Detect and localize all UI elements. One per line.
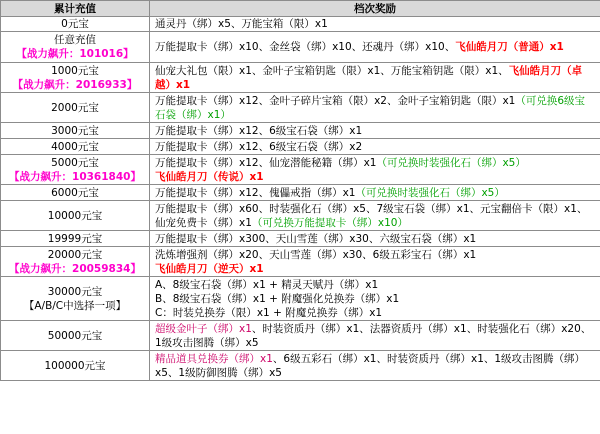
table-row — [1, 231, 600, 247]
exchange-note: （可兑换时装强化石（绑）x5） — [376, 156, 526, 169]
reward-text: 1级攻击图腾（绑）x5 — [155, 336, 259, 349]
reward-text: B、8级宝石袋（绑）x1 + 附魔强化兑换券（绑）x1 — [155, 292, 400, 305]
reward-line — [155, 17, 595, 31]
header-reward: 档次奖励 — [150, 1, 600, 17]
amount-cell — [1, 247, 150, 277]
reward-cell — [150, 321, 600, 351]
exchange-note: （可兑换6级宝 — [515, 94, 586, 107]
amount-label: 任意充值 — [54, 34, 96, 46]
amount-label: 5000元宝 — [51, 156, 99, 169]
amount-cell — [1, 32, 150, 63]
reward-cell — [150, 17, 600, 32]
reward-cell — [150, 32, 600, 63]
amount-cell — [1, 123, 150, 139]
exchange-note: 石袋（绑）x1） — [155, 108, 231, 121]
power-boost-label: 【战力飙升：10361840】 — [9, 170, 141, 183]
reward-text: 仙宠大礼包（限）x1、金叶子宝箱钥匙（限）x1、万能宝箱钥匙（限）x1、 — [155, 64, 509, 77]
reward-rows — [1, 17, 600, 381]
reward-cell — [150, 123, 600, 139]
header-row — [1, 1, 600, 17]
reward-text: 万能提取卡（绑）x60、时装强化石（绑）x5、7级宝石袋（绑）x1、元宝翻倍卡（限）x1、 — [155, 202, 588, 215]
reward-text: 洗炼增强剂（绑）x20、天山雪莲（绑）x30、6级五彩宝石（绑）x1 — [155, 248, 477, 261]
table-row — [1, 277, 600, 321]
table-row — [1, 321, 600, 351]
reward-line — [155, 232, 595, 246]
table-row — [1, 63, 600, 93]
reward-cell — [150, 351, 600, 381]
table-row — [1, 93, 600, 123]
amount-cell — [1, 185, 150, 201]
reward-line — [155, 140, 595, 154]
reward-cell — [150, 247, 600, 277]
reward-line — [155, 336, 595, 350]
amount-cell — [1, 351, 150, 381]
amount-label: 19999元宝 — [47, 232, 103, 245]
reward-cell — [150, 277, 600, 321]
table-row — [1, 32, 600, 63]
table-row — [1, 247, 600, 277]
amount-cell — [1, 231, 150, 247]
reward-line — [155, 124, 595, 138]
reward-text: A、8级宝石袋（绑）x1 + 精灵天赋丹（绑）x1 — [155, 278, 379, 291]
reward-cell — [150, 139, 600, 155]
amount-label: 2000元宝 — [51, 101, 99, 114]
amount-label: 4000元宝 — [51, 140, 99, 153]
reward-text: 万能提取卡（绑）x300、天山雪莲（绑）x30、六级宝石袋（绑）x1 — [155, 232, 477, 245]
reward-text: 万能提取卡（绑）x12、傀儡戒指（绑）x1 — [155, 186, 356, 199]
reward-line — [155, 40, 595, 54]
amount-cell — [1, 139, 150, 155]
table-row — [1, 123, 600, 139]
reward-line — [155, 170, 595, 184]
reward-text: 万能提取卡（绑）x12、6级宝石袋（绑）x1 — [155, 124, 363, 137]
reward-line — [155, 366, 595, 380]
reward-text: 万能提取卡（绑）x12、仙宠潜能秘籍（绑）x1 — [155, 156, 377, 169]
amount-cell — [1, 201, 150, 231]
amount-label: 50000元宝 — [47, 329, 103, 342]
reward-text: 通灵丹（绑）x5、万能宝箱（限）x1 — [155, 18, 328, 30]
reward-line — [155, 352, 595, 366]
amount-cell — [1, 63, 150, 93]
reward-cell — [150, 93, 600, 123]
special-reward: 超级金叶子（绑）x1 — [155, 322, 252, 335]
highlight-reward: 越）x1 — [155, 78, 191, 91]
amount-label: 6000元宝 — [51, 186, 99, 199]
header-amount: 累计充值 — [1, 1, 150, 17]
reward-cell — [150, 63, 600, 93]
amount-label: 1000元宝 — [51, 64, 99, 77]
table-row — [1, 185, 600, 201]
table-row — [1, 201, 600, 231]
amount-cell — [1, 277, 150, 321]
amount-label: 3000元宝 — [51, 124, 99, 137]
reward-text: 万能提取卡（绑）x10、金丝袋（绑）x10、还魂丹（绑）x10、 — [155, 41, 456, 53]
exchange-note: （可兑换时装强化石（绑）x5） — [355, 186, 505, 199]
power-boost-label: 【战力飙升：2016933】 — [12, 78, 138, 91]
amount-cell — [1, 155, 150, 185]
reward-line — [155, 248, 595, 262]
reward-line — [155, 202, 595, 216]
reward-text: 、时装资质丹（绑）x1、法器资质丹（绑）x1、时装强化石（绑）x20、 — [251, 322, 592, 335]
highlight-reward: 飞仙皓月刀（逆天）x1 — [155, 262, 264, 275]
reward-text: 、6级五彩石（绑）x1、时装资质丹（绑）x1、1级攻击图腾（绑） — [272, 352, 586, 365]
amount-cell — [1, 321, 150, 351]
highlight-reward: 飞仙皓月刀（传说）x1 — [155, 170, 264, 183]
special-reward: 精品道具兑换券（绑）x1 — [155, 352, 273, 365]
reward-line — [155, 306, 595, 320]
reward-line — [155, 216, 595, 230]
reward-line — [155, 64, 595, 78]
reward-line — [155, 322, 595, 336]
table-row — [1, 351, 600, 381]
choice-note: 【A/B/C中选择一项】 — [23, 299, 127, 312]
reward-text: 万能提取卡（绑）x12、金叶子碎片宝箱（限）x2、金叶子宝箱钥匙（限）x1 — [155, 94, 516, 107]
reward-cell — [150, 185, 600, 201]
reward-text: 万能提取卡（绑）x12、6级宝石袋（绑）x2 — [155, 140, 363, 153]
amount-cell — [1, 93, 150, 123]
table-row — [1, 17, 600, 32]
amount-label: 100000元宝 — [44, 359, 106, 372]
reward-line — [155, 108, 595, 122]
reward-text: 仙宠免费卡（绑）x1 — [155, 216, 252, 229]
reward-line — [155, 278, 595, 292]
table-row — [1, 155, 600, 185]
power-boost-label: 【战力飙升：20059834】 — [9, 262, 141, 275]
reward-cell — [150, 201, 600, 231]
exchange-note: （可兑换万能提取卡（绑）x10） — [251, 216, 408, 229]
reward-line — [155, 94, 595, 108]
reward-line — [155, 156, 595, 170]
power-boost-label: 【战力飙升：101016】 — [16, 48, 134, 60]
highlight-reward: 飞仙皓月刀（普通）x1 — [455, 41, 564, 53]
amount-label: 0元宝 — [61, 18, 89, 30]
highlight-reward: 飞仙皓月刀（卓 — [508, 64, 583, 77]
amount-label: 30000元宝 — [47, 285, 103, 298]
amount-label: 20000元宝 — [47, 248, 103, 261]
reward-line — [155, 292, 595, 306]
reward-text: x5、1级防御图腾（绑）x5 — [155, 366, 282, 379]
reward-cell — [150, 155, 600, 185]
reward-cell — [150, 231, 600, 247]
reward-line — [155, 78, 595, 92]
reward-text: C：时装兑换券（限）x1 + 附魔兑换券（绑）x1 — [155, 306, 383, 319]
amount-cell — [1, 17, 150, 32]
reward-line — [155, 262, 595, 276]
reward-line — [155, 186, 595, 200]
table-row — [1, 139, 600, 155]
amount-label: 10000元宝 — [47, 209, 103, 222]
